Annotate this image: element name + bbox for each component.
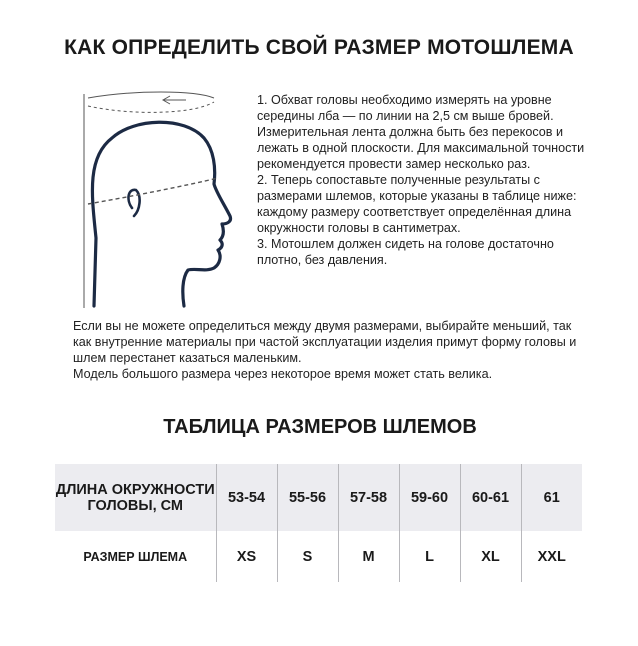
head-profile-icon xyxy=(74,88,254,314)
helmet-size-cell: S xyxy=(277,531,338,582)
table-title: ТАБЛИЦА РАЗМЕРОВ ШЛЕМОВ xyxy=(163,416,477,438)
advice-note xyxy=(73,318,593,382)
circumference-cell: 59-60 xyxy=(399,464,460,531)
helmet-size-header: РАЗМЕР ШЛЕМА xyxy=(55,531,216,582)
circumference-cell: 53-54 xyxy=(216,464,277,531)
advice-note-line-1: Если вы не можете определиться между двумя размерами, выбирайте меньший, так как внутренние материалы при частой эксплуатации изделия примут форму головы и шлем перестанет казаться маленьким. xyxy=(73,319,577,365)
instruction-step-1: 1. Обхват головы необходимо измерять на уровне середины лба — по линии на 2,5 см выше бровей. Измерительная лента должна быть без перекосов и лежать в одной плоскости. Для максимальной точности рекомендуется провести замер несколько раз. xyxy=(257,93,585,171)
helmet-size-cell: L xyxy=(399,531,460,582)
top-measure-arc xyxy=(88,92,214,98)
circumference-cell: 61 xyxy=(521,464,582,531)
circumference-cell: 55-56 xyxy=(277,464,338,531)
head-outline xyxy=(92,122,230,306)
page-title: КАК ОПРЕДЕЛИТЬ СВОЙ РАЗМЕР МОТОШЛЕМА xyxy=(64,36,574,59)
circumference-cell: 57-58 xyxy=(338,464,399,531)
helmet-size-cell: XXL xyxy=(521,531,582,582)
helmet-size-cell: XL xyxy=(460,531,521,582)
circumference-row xyxy=(55,464,582,531)
measuring-tape-line xyxy=(88,178,218,204)
ear-outline xyxy=(129,190,140,216)
helmet-size-cell: XS xyxy=(216,531,277,582)
helmet-size-row xyxy=(55,531,582,582)
advice-note-line-2: Модель большого размера через некоторое время может стать велика. xyxy=(73,367,493,381)
instructions-block xyxy=(257,92,587,268)
top-measure-dash xyxy=(88,102,214,112)
helmet-size-cell: M xyxy=(338,531,399,582)
size-table xyxy=(55,464,582,582)
circumference-header: ДЛИНА ОКРУЖНОСТИ ГОЛОВЫ, СМ xyxy=(55,464,216,531)
instruction-step-2: 2. Теперь сопоставьте полученные результаты с размерами шлемов, которые указаны в таблице ниже: каждому размеру соответствует определённая длина окружности головы в сантиметрах. xyxy=(257,173,577,235)
circumference-cell: 60-61 xyxy=(460,464,521,531)
instruction-step-3: 3. Мотошлем должен сидеть на голове достаточно плотно, без давления. xyxy=(257,237,554,267)
